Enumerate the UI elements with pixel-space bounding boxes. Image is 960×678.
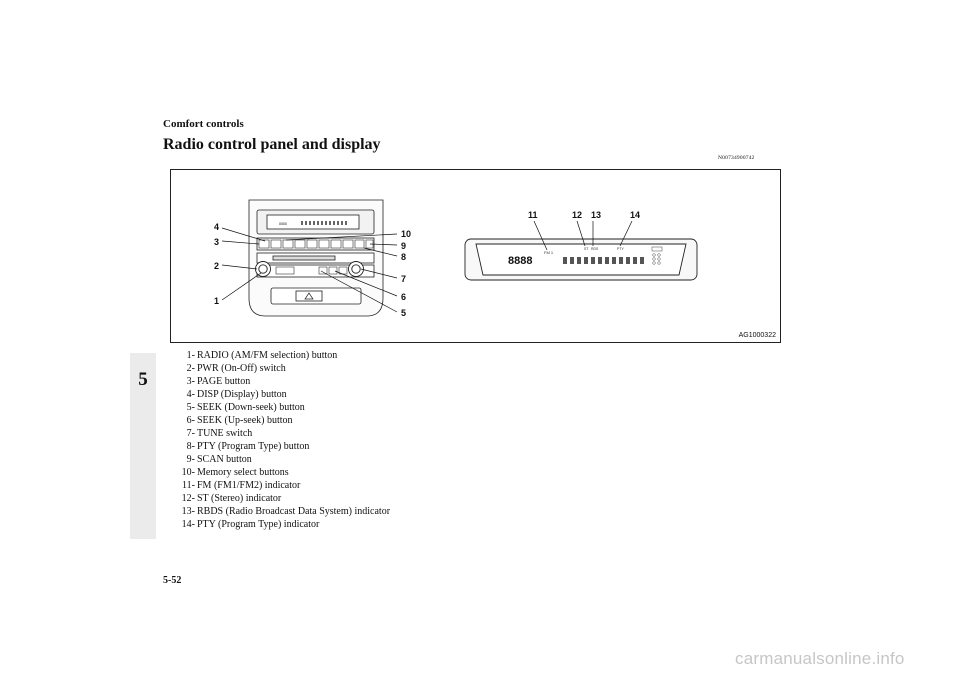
- legend-number: 1-: [186, 350, 195, 361]
- legend-number: 13-: [181, 506, 195, 517]
- legend-text: PWR (On-Off) switch: [197, 363, 286, 374]
- callout-2: 2: [214, 261, 220, 271]
- legend-number: 4-: [186, 389, 195, 400]
- legend-item: [175, 505, 390, 518]
- fm-indicator: FM 1: [544, 250, 554, 255]
- radio-figure: [170, 169, 781, 343]
- legend-number: 10-: [181, 467, 195, 478]
- legend-item: [175, 466, 390, 479]
- legend-text: PTY (Program Type) button: [197, 441, 310, 452]
- radio-illustration: [171, 170, 782, 344]
- callout-9: 9: [401, 241, 407, 251]
- panel-display-digits: 8888: [279, 222, 287, 226]
- legend-number: 11-: [182, 480, 195, 491]
- callout-5: 5: [401, 308, 407, 318]
- legend-number: 12-: [181, 493, 195, 504]
- callout-13: 13: [591, 210, 602, 220]
- watermark-link[interactable]: carmanualsonline.info: [735, 649, 905, 668]
- legend-number: 6-: [186, 415, 195, 426]
- figure-code: AG1000322: [738, 332, 776, 339]
- legend-text: SEEK (Down-seek) button: [197, 402, 305, 413]
- callout-6: 6: [401, 292, 407, 302]
- legend-item: [175, 492, 390, 505]
- section-header: Comfort controls: [163, 118, 244, 130]
- legend-text: Memory select buttons: [197, 467, 289, 478]
- display-digits: 8888: [508, 255, 533, 267]
- legend-text: SCAN button: [197, 454, 252, 465]
- rds-indicator: RDS: [591, 247, 599, 251]
- legend-text: RADIO (AM/FM selection) button: [197, 350, 338, 361]
- legend-item: [175, 375, 390, 388]
- legend-text: FM (FM1/FM2) indicator: [197, 480, 301, 491]
- callout-12: 12: [572, 210, 583, 220]
- legend-text: DISP (Display) button: [197, 389, 287, 400]
- chapter-tab: [130, 353, 156, 539]
- chapter-number: 5: [138, 369, 148, 390]
- legend-item: [175, 414, 390, 427]
- legend-text: PTY (Program Type) indicator: [197, 519, 320, 530]
- legend-number: 8-: [186, 441, 195, 452]
- legend-text: PAGE button: [197, 376, 251, 387]
- legend-number: 14-: [181, 519, 195, 530]
- legend-item: [175, 479, 390, 492]
- callout-1: 1: [214, 296, 220, 306]
- legend-item: [175, 427, 390, 440]
- legend-item: [175, 401, 390, 414]
- legend-item: [175, 362, 390, 375]
- legend-item: [175, 440, 390, 453]
- callout-14: 14: [630, 210, 641, 220]
- legend-text: ST (Stereo) indicator: [197, 493, 282, 504]
- legend-item: [175, 388, 390, 401]
- legend-number: 5-: [186, 402, 195, 413]
- callout-10: 10: [401, 229, 412, 239]
- st-indicator: ST: [584, 247, 589, 251]
- page-title: Radio control panel and display: [163, 136, 381, 153]
- callout-11: 11: [528, 210, 538, 220]
- legend-number: 9-: [186, 454, 195, 465]
- legend-item: [175, 518, 390, 531]
- legend-number: 2-: [186, 363, 195, 374]
- legend-number: 3-: [186, 376, 195, 387]
- radio-head-unit: [249, 200, 383, 316]
- callout-4: 4: [214, 222, 220, 232]
- legend-text: SEEK (Up-seek) button: [197, 415, 293, 426]
- reference-code: N00734900742: [718, 155, 755, 161]
- legend-list: [175, 349, 390, 531]
- page-number: 5-52: [163, 575, 182, 586]
- pty-indicator: PTY: [617, 247, 624, 251]
- callout-7: 7: [401, 274, 407, 284]
- legend-number: 7-: [186, 428, 195, 439]
- legend-item: [175, 349, 390, 362]
- legend-text: RBDS (Radio Broadcast Data System) indicator: [197, 506, 391, 517]
- callout-3: 3: [214, 237, 220, 247]
- callout-8: 8: [401, 252, 407, 262]
- legend-item: [175, 453, 390, 466]
- legend-text: TUNE switch: [197, 428, 253, 439]
